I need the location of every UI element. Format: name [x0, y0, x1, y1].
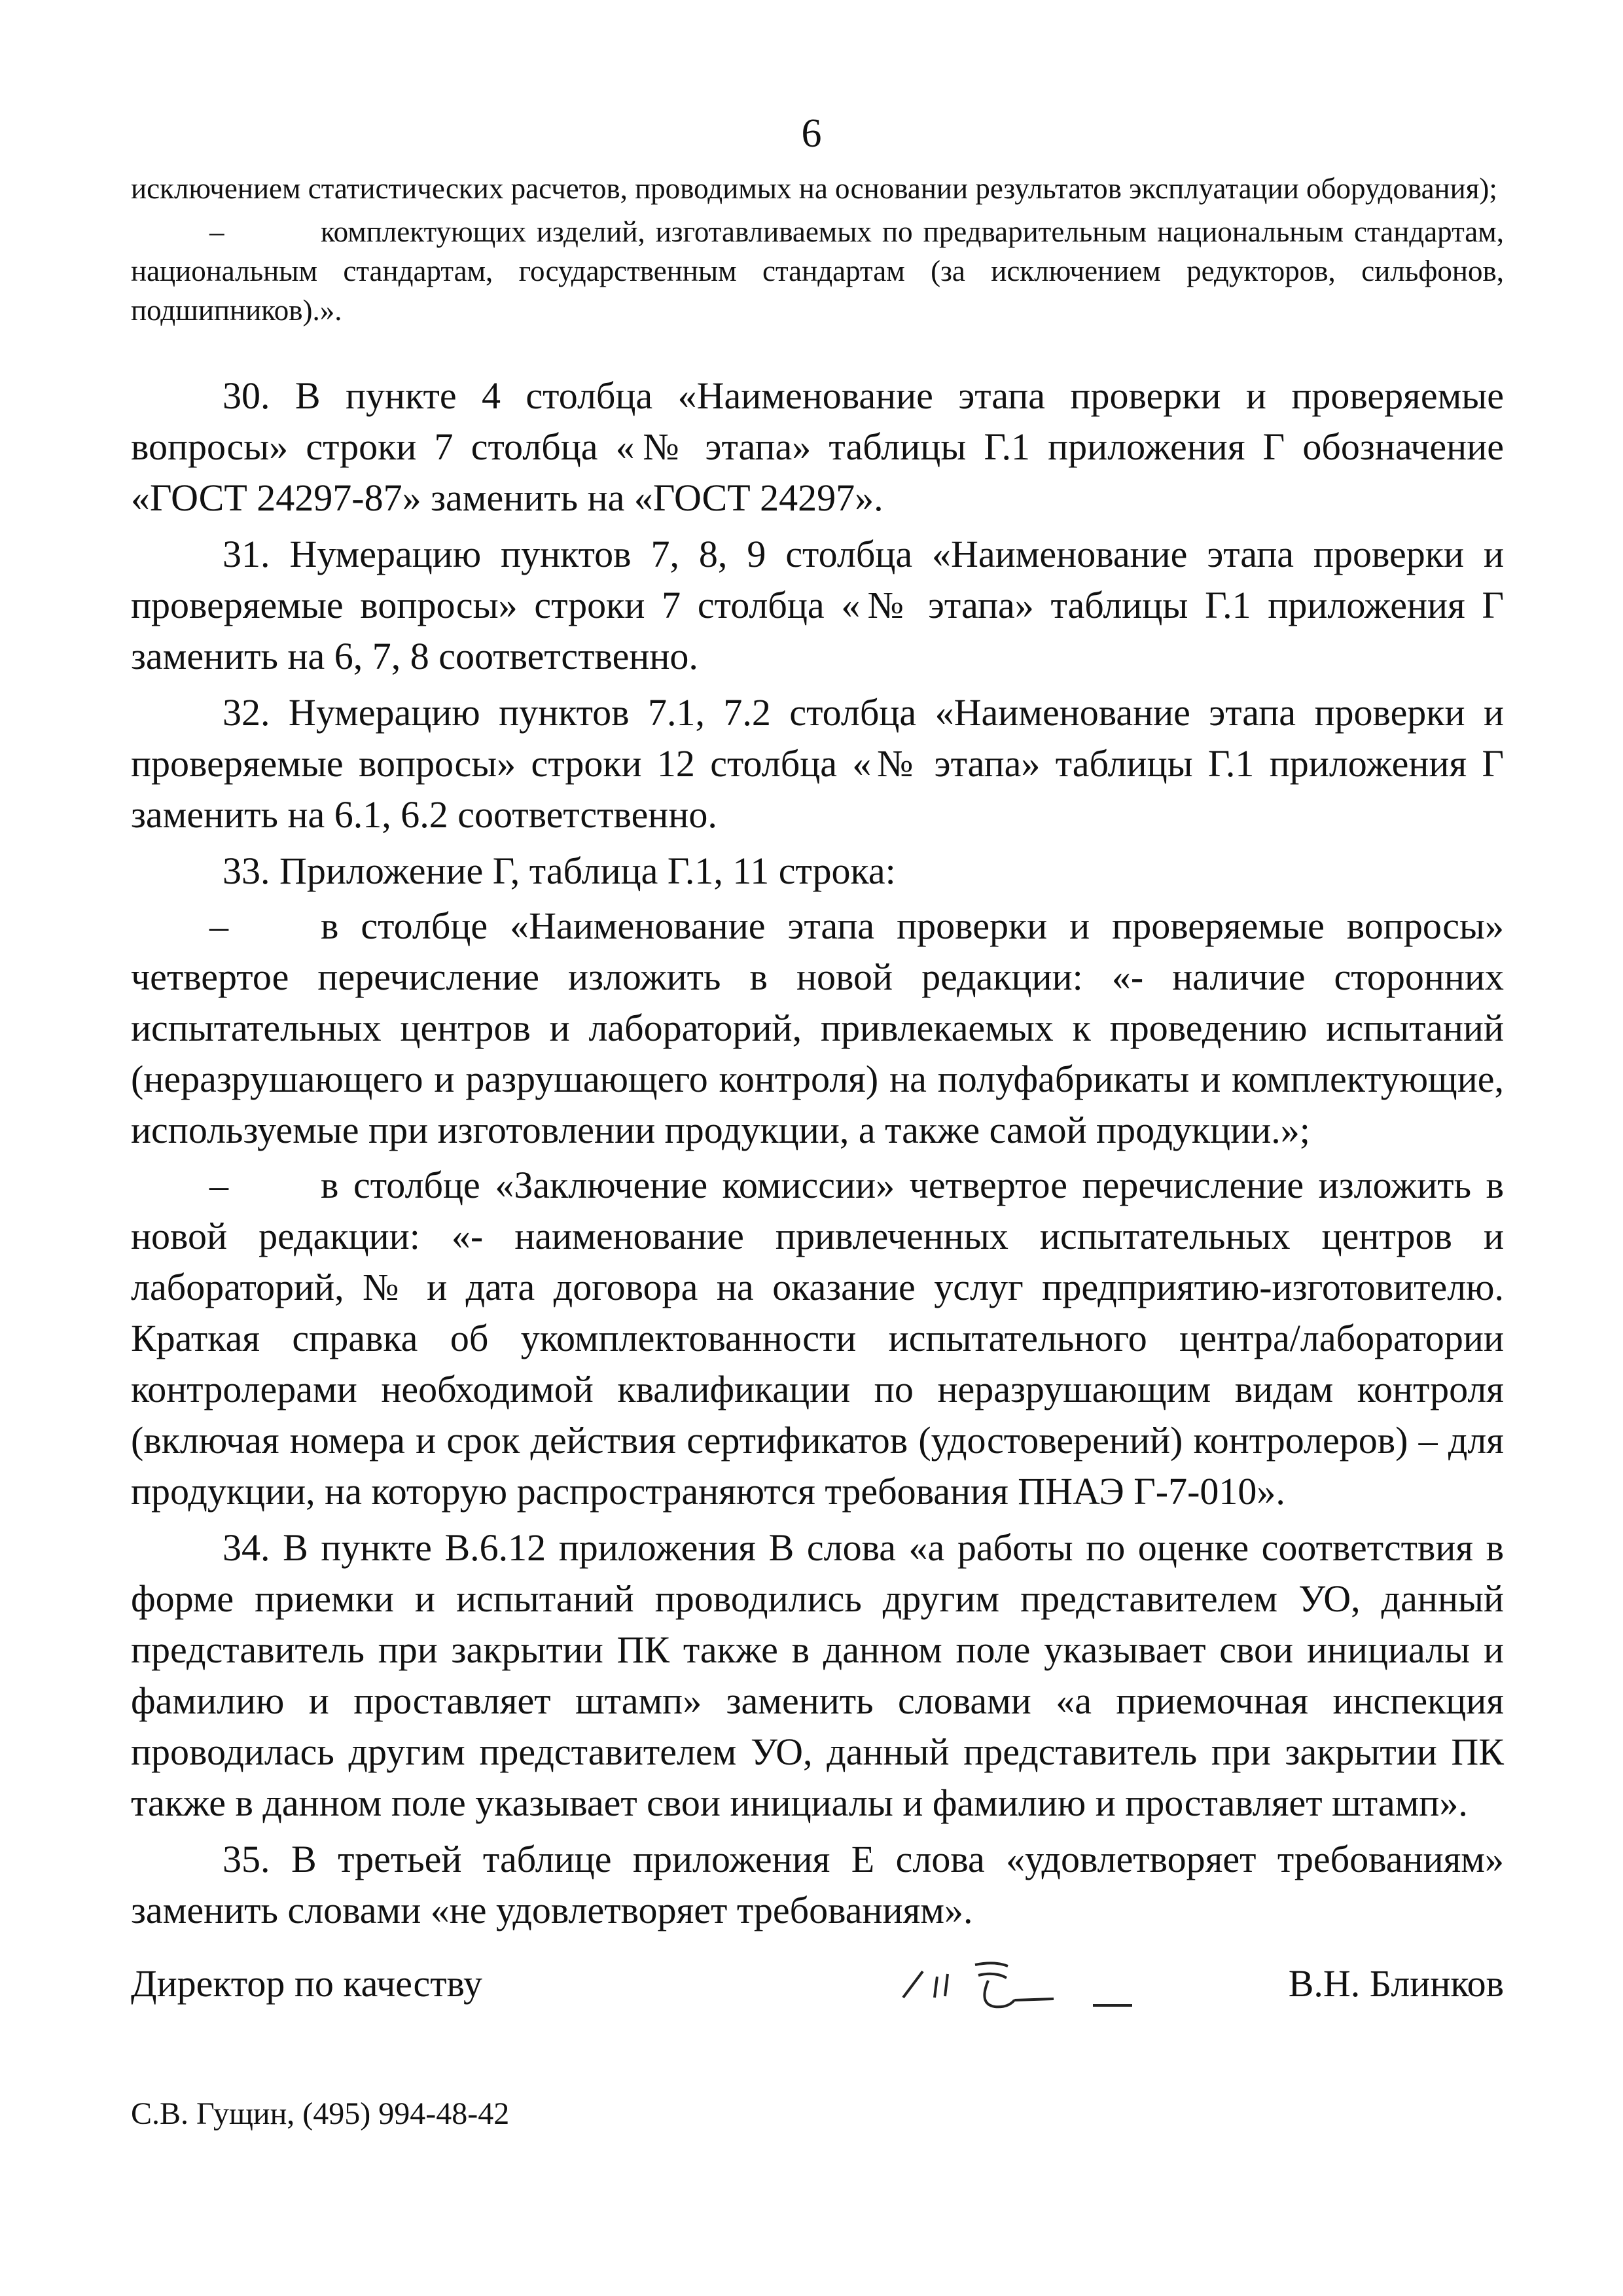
item-33: 33. Приложение Г, таблица Г.1, 11 строка:: [223, 850, 896, 892]
item-32: 32. Нумерацию пунктов 7.1, 7.2 столбца «Наименование этапа проверки и проверяемые вопросы» строки 12 столбца «№ этапа» таблицы Г.1 приложения Г заменить на 6.1, 6.2 соответственно.: [131, 691, 1504, 836]
continuation-paragraph: исключением статистических расчетов, проводимых на основании результатов эксплуатации оборудования);: [131, 172, 1497, 205]
signatory-name: В.Н. Блинков: [1288, 1962, 1504, 2005]
item-31: 31. Нумерацию пунктов 7, 8, 9 столбца «Наименование этапа проверки и проверяемые вопросы» строки 7 столбца «№ этапа» таблицы Г.1 приложения Г заменить на 6, 7, 8 соответственно.: [131, 533, 1504, 677]
components-paragraph: [131, 212, 1504, 330]
footer-contact: С.В. Гущин, (495) 994-48-42: [131, 2096, 510, 2131]
list-dash: –: [209, 905, 228, 947]
item-33-subitem-1: [131, 901, 1504, 1156]
list-dash: –: [209, 215, 224, 248]
top-continuation-block: [131, 169, 1504, 330]
signatory-position: Директор по качеству: [131, 1962, 482, 2005]
handwritten-signature: [897, 1952, 1145, 2017]
items-block: [131, 370, 1504, 1936]
signature-row: [131, 1958, 1504, 2037]
components-paragraph-text: комплектующих изделий, изготавливаемых по предварительным национальным стандартам, национальным стандартам, государственным стандартам (за исключением редукторов, сильфонов, подшипников).».: [131, 215, 1504, 327]
list-dash: –: [209, 1164, 228, 1206]
item-30: 30. В пункте 4 столбца «Наименование этапа проверки и проверяемые вопросы» строки 7 столбца «№ этапа» таблицы Г.1 приложения Г обозначение «ГОСТ 24297-87» заменить на «ГОСТ 24297».: [131, 374, 1504, 519]
item-34: 34. В пункте В.6.12 приложения В слова «а работы по оценке соответствия в форме приемки и испытаний проводились другим представителем УО, данный представитель при закрытии ПК также в данном поле указывает свои инициалы и фамилию и проставляет штамп» заменить словами «а приемочная инспекция проводилась другим представителем УО, данный представитель при закрытии ПК также в данном поле указывает свои инициалы и фамилию и проставляет штамп».: [131, 1526, 1504, 1824]
item-35: 35. В третьей таблице приложения Е слова «удовлетворяет требованиям» заменить словами «не удовлетворяет требованиям».: [131, 1838, 1504, 1931]
item-33-subitem-2: [131, 1160, 1504, 1517]
item-33-subitem-2-text: в столбце «Заключение комиссии» четвертое перечисление изложить в новой редакции: «- наименование привлеченных испытательных центров и лабораторий, № и дата договора на оказание услуг предприятию-изготовителю. Краткая справка об укомплектованности испытательного центра/лаборатории контролерами необходимой квалификации по неразрушающим видам контроля (включая номера и срок действия сертификатов (удостоверений) контролеров) – для продукции, на которую распространяются требования ПНАЭ Г-7-010».: [131, 1164, 1504, 1513]
page-number: 6: [801, 111, 822, 156]
item-33-subitem-1-text: в столбце «Наименование этапа проверки и проверяемые вопросы» четвертое перечисление изложить в новой редакции: «- наличие сторонних испытательных центров и лабораторий, привлекаемых к проведению испытаний (неразрушающего и разрушающего контроля) на полуфабрикаты и комплектующие, используемые при изготовлении продукции, а также самой продукции.»;: [131, 905, 1504, 1151]
